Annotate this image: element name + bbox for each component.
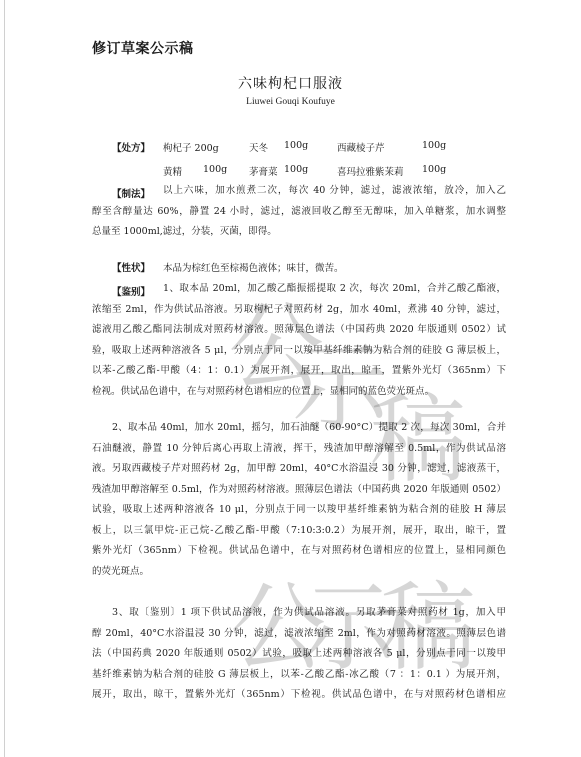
identification-line: 试验，吸取上述两种溶液各 10 μl，分别点于同一以羧甲基纤维素钠为粘合剂的硅胶 H 薄层 <box>92 504 506 515</box>
identification-line: 检视。供试品色谱中，在与对照药材色谱相应的位置上，显相同的蓝色荧光斑点。 <box>92 385 435 397</box>
ingredient-maogaocai-amount: 100g <box>284 164 309 175</box>
properties-label: 【性状】 <box>112 263 151 274</box>
identification-label: 【鉴别】 <box>112 287 151 298</box>
identification-line: 板上，以三氯甲烷-正己烷-乙酸乙酯-甲酸（7:10:3:0.2）为展开剂，展开，取出，晾干，置 <box>92 524 506 536</box>
ingredient-ximalaya-amount: 100g <box>422 164 447 175</box>
ingredient-huangjing-amount: 100g <box>203 164 228 175</box>
identification-line: 2、取本品 40ml，加水 20ml，摇匀，加石油醚（60-90°C）提取 2 次，每次 30ml，合并 <box>112 422 506 433</box>
draft-notice-label: 修订草案公示稿 <box>92 41 194 57</box>
identification-line: 紫外光灯（365nm）下检视。供试品色谱中，在与对照药材色谱相应的位置上，显相同颜色 <box>92 545 506 556</box>
method-line: 总量至 1000ml,滤过，分装，灭菌，即得。 <box>92 226 277 237</box>
document-title: 六味枸杞口服液 <box>238 76 343 92</box>
ingredient-gouqizi: 枸杞子 200g <box>163 143 219 154</box>
watermark-char-1: 公 <box>228 292 324 404</box>
ingredient-tiandong-amount: 100g <box>284 140 309 151</box>
identification-line: 浓缩至 2ml，作为供试品溶液。另取枸杞子对照药材 2g，加水 40ml，煮沸 40 分钟，滤过， <box>92 303 506 315</box>
method-line: 醇至含醇量达 60%，静置 24 小时，滤过，滤液回收乙醇至无醇味，加入单糖浆，加水调整 <box>92 205 506 217</box>
identification-line: 基纤维素钠为粘合剂的硅胶 G 薄层板上，以苯-乙酸乙酯-冰乙酸（7 ：1：0.1 ）为展开剂， <box>92 668 506 680</box>
identification-line: 1、取本品 20ml，加乙酸乙酯振摇提取 2 次，每次 20ml，合并乙酸乙酯液， <box>163 283 506 294</box>
ingredient-xizang-amount: 100g <box>422 140 447 151</box>
identification-line: 展开，取出，晾干，置紫外光灯（365nm）下检视。供试品色谱中，在与对照药材色谱相应 <box>92 689 506 700</box>
prescription-label: 【处方】 <box>112 143 151 154</box>
watermark-char-5: 示 <box>300 572 396 684</box>
identification-line: 液。另取西藏棱子芹对照药材 2g，加甲醇 20ml，40°C水浴温浸 30 分钟，滤过，滤液蒸干， <box>92 463 506 474</box>
method-paragraph <box>92 181 506 243</box>
method-label: 【制法】 <box>112 189 151 200</box>
identification-paragraph-1 <box>92 279 506 402</box>
identification-line: 的荧光斑点。 <box>92 565 150 577</box>
ingredient-ximalaya: 喜玛拉雅紫茉莉 <box>337 167 404 178</box>
ingredient-xizang: 西藏棱子芹 <box>337 143 385 154</box>
identification-line: 醇 20ml，40°C水浴温浸 30 分钟，滤过，滤液浓缩至 2ml，作为对照药材溶液。照薄层色谱 <box>92 627 506 639</box>
identification-paragraph-3 <box>92 603 506 706</box>
ingredient-huangjing: 黄精 <box>163 167 183 178</box>
properties-text: 本品为棕红色至棕褐色液体；味甘，微苦。 <box>163 263 344 274</box>
identification-line: 滤液用乙酸乙酯同法制成对照药材溶液。照薄层色谱法（中国药典 2020 年版通则 0502）试 <box>92 324 506 335</box>
method-line: 以上六味，加水煎煮二次，每次 40 分钟，滤过，滤液浓缩，放冷，加入乙 <box>163 185 506 196</box>
ingredient-maogaocai: 茅膏菜 <box>249 167 278 178</box>
watermark-char-6: 稿 <box>380 572 476 684</box>
identification-line: 法（中国药典 2020 年版通则 0502）试验，吸取上述两种溶液各 5 μl，分别点于同一以羧甲 <box>92 648 506 659</box>
identification-line: 以苯-乙酸乙酯-甲酸（4：1：0.1）为展开剂，展开，取出，晾干，置紫外光灯（365nm）下 <box>92 365 506 376</box>
ingredient-tiandong: 天冬 <box>249 143 269 154</box>
identification-line: 石油醚液，静置 10 分钟后离心再取上清液，挥干，残渣加甲醇溶解至 0.5ml，作为供试品溶 <box>92 442 506 454</box>
identification-line: 验，吸取上述两种溶液各 5 μl，分别点于同一以羧甲基纤维素钠为粘合剂的硅胶 G 薄层板上， <box>92 344 506 356</box>
document-subtitle: Liuwei Gouqi Koufuye <box>246 97 335 107</box>
identification-paragraph-2 <box>92 418 506 582</box>
identification-line: 3、取〔鉴别〕1 项下供试品溶液，作为供试品溶液。另取茅膏菜对照药材 1g，加入甲 <box>112 607 506 618</box>
watermark-char-2: 示 <box>292 332 388 444</box>
watermark-char-4: 公 <box>230 572 326 684</box>
identification-line: 残渣加甲醇溶解至 0.5ml，作为对照药材溶液。照薄层色谱法（中国药典 2020 年版通则 0502） <box>92 483 506 495</box>
page-edge-line <box>4 0 5 757</box>
watermark-char-3: 稿 <box>370 384 466 496</box>
